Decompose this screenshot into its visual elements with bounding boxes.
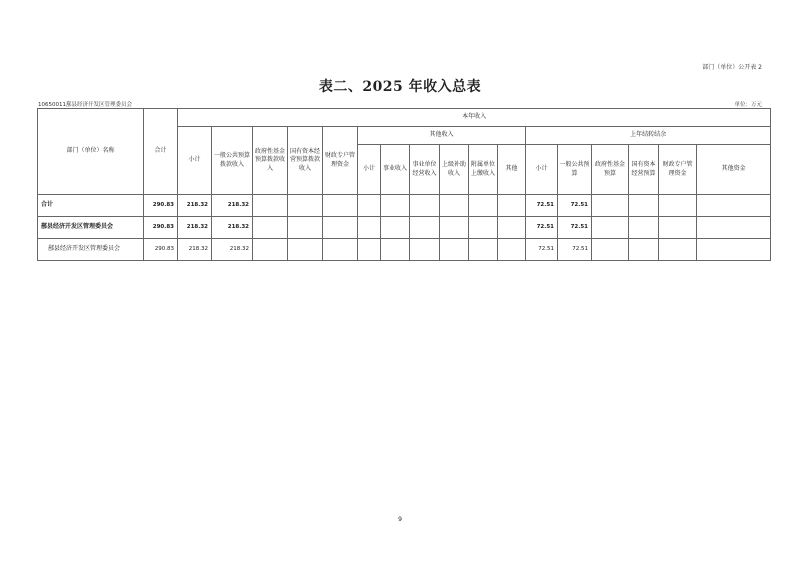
row-cell xyxy=(659,217,697,239)
header-other-subtotal: 小计 xyxy=(358,145,381,195)
income-table xyxy=(37,108,771,261)
header-carry-state-capital: 国有资本经营预算 xyxy=(629,145,659,195)
header-other-income: 其他收入 xyxy=(358,127,526,145)
header-current-income: 本年收入 xyxy=(178,109,771,127)
row-cell xyxy=(410,195,440,217)
row-cell xyxy=(592,217,629,239)
header-operating-income: 事业单位经营收入 xyxy=(410,145,440,195)
row-cell xyxy=(659,239,697,261)
row-general: 218.32 xyxy=(212,195,253,217)
header-gov-fund: 政府性基金预算拨款收入 xyxy=(253,127,288,195)
row-cell xyxy=(629,239,659,261)
table-row xyxy=(38,239,771,261)
header-carry-other: 其他资金 xyxy=(697,145,771,195)
row-carry-general: 72.51 xyxy=(558,217,592,239)
header-subtotal: 小计 xyxy=(178,127,212,195)
header-carry-gov-fund: 政府性基金预算 xyxy=(592,145,629,195)
header-total: 合计 xyxy=(144,109,178,195)
row-subtotal: 218.32 xyxy=(178,217,212,239)
unit-label: 单位：万元 xyxy=(734,102,762,108)
row-name: 合计 xyxy=(38,195,144,217)
row-cell xyxy=(440,195,469,217)
row-cell xyxy=(288,217,323,239)
page-title: 表二、2025 年收入总表 xyxy=(318,79,482,95)
row-name: 鄯县经济开发区管理委员会 xyxy=(38,217,144,239)
row-cell xyxy=(469,239,498,261)
header-general-budget: 一般公共预算拨款收入 xyxy=(212,127,253,195)
row-total: 290.83 xyxy=(144,195,178,217)
row-cell xyxy=(697,239,771,261)
row-cell xyxy=(323,217,358,239)
page-number: 9 xyxy=(398,516,402,523)
row-cell xyxy=(440,217,469,239)
row-cell xyxy=(253,217,288,239)
row-cell xyxy=(659,195,697,217)
row-cell xyxy=(697,217,771,239)
row-general: 218.32 xyxy=(212,239,253,261)
header-carry-general: 一般公共预算 xyxy=(558,145,592,195)
row-cell xyxy=(410,239,440,261)
row-cell xyxy=(323,239,358,261)
row-cell xyxy=(381,195,410,217)
row-cell xyxy=(469,195,498,217)
header-carryover: 上年结转结余 xyxy=(526,127,771,145)
row-cell xyxy=(697,195,771,217)
unit-name: 10650011鄯县经济开发区管理委员会 xyxy=(38,102,132,108)
row-cell xyxy=(381,239,410,261)
row-cell xyxy=(440,239,469,261)
row-carry-general: 72.51 xyxy=(558,195,592,217)
table-code: 部门（单位）公开表 2 xyxy=(702,64,762,71)
header-fiscal-special: 财政专户管理资金 xyxy=(323,127,358,195)
row-cell xyxy=(469,217,498,239)
row-general: 218.32 xyxy=(212,217,253,239)
row-cell xyxy=(592,195,629,217)
row-cell xyxy=(288,195,323,217)
header-carry-fiscal-special: 财政专户管理资金 xyxy=(659,145,697,195)
row-subtotal: 218.32 xyxy=(178,195,212,217)
row-cell xyxy=(592,239,629,261)
row-total: 290.83 xyxy=(144,217,178,239)
header-other: 其他 xyxy=(498,145,526,195)
row-name: 鄯县经济开发区管理委员会 xyxy=(38,239,144,261)
row-cell xyxy=(498,217,526,239)
header-business-income: 事业收入 xyxy=(381,145,410,195)
row-cell xyxy=(498,195,526,217)
row-cell xyxy=(253,239,288,261)
row-cell xyxy=(358,239,381,261)
row-cell xyxy=(498,239,526,261)
row-carry-subtotal: 72.51 xyxy=(526,239,558,261)
table-row xyxy=(38,217,771,239)
header-affiliated-income: 附属单位上缴收入 xyxy=(469,145,498,195)
row-cell xyxy=(253,195,288,217)
row-carry-subtotal: 72.51 xyxy=(526,217,558,239)
row-cell xyxy=(381,217,410,239)
header-carry-subtotal: 小计 xyxy=(526,145,558,195)
row-carry-subtotal: 72.51 xyxy=(526,195,558,217)
header-dept-name: 部门（单位）名称 xyxy=(38,109,144,195)
table-row xyxy=(38,195,771,217)
row-cell xyxy=(410,217,440,239)
row-cell xyxy=(629,195,659,217)
row-total: 290.83 xyxy=(144,239,178,261)
row-cell xyxy=(358,217,381,239)
row-cell xyxy=(358,195,381,217)
row-subtotal: 218.32 xyxy=(178,239,212,261)
row-cell xyxy=(288,239,323,261)
header-superior-subsidy: 上级补助收入 xyxy=(440,145,469,195)
row-cell xyxy=(323,195,358,217)
header-state-capital: 国有资本经营预算拨款收入 xyxy=(288,127,323,195)
row-cell xyxy=(629,217,659,239)
row-carry-general: 72.51 xyxy=(558,239,592,261)
